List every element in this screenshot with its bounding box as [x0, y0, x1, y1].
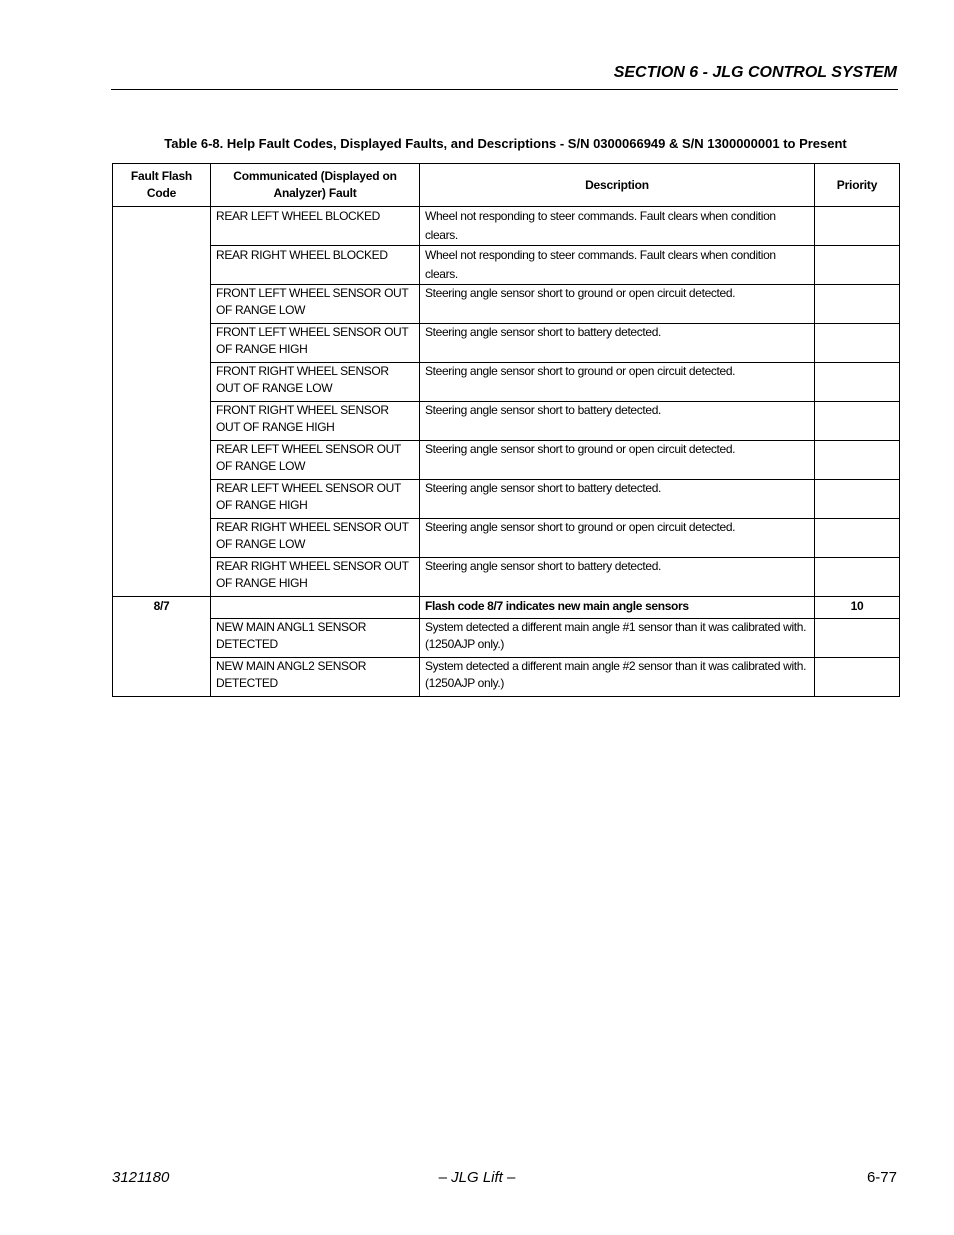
- table-row: [113, 324, 900, 363]
- fault-cell: NEW MAIN ANGL1 SENSOR DETECTED: [211, 619, 420, 658]
- priority-cell: [815, 246, 900, 285]
- column-header-description: Description: [420, 164, 815, 207]
- description-cell: System detected a different main angle #1 sensor than it was calibrated with. (1250AJP only.): [420, 619, 815, 658]
- priority-cell: [815, 619, 900, 658]
- footer-publisher: – JLG Lift –: [438, 1169, 516, 1186]
- priority-cell: [815, 558, 900, 597]
- fault-cell: REAR RIGHT WHEEL SENSOR OUT OF RANGE LOW: [211, 519, 420, 558]
- fault-cell: REAR RIGHT WHEEL SENSOR OUT OF RANGE HIGH: [211, 558, 420, 597]
- page-number: 6-77: [866, 1169, 897, 1186]
- fault-cell: FRONT RIGHT WHEEL SENSOR OUT OF RANGE HIGH: [211, 402, 420, 441]
- table-row: [113, 246, 900, 285]
- priority-cell: [815, 480, 900, 519]
- fault-cell: REAR LEFT WHEEL BLOCKED: [211, 207, 420, 246]
- table-row: [113, 207, 900, 246]
- description-cell: Steering angle sensor short to battery detected.: [420, 558, 815, 597]
- table-row: [113, 480, 900, 519]
- fault-cell: FRONT RIGHT WHEEL SENSOR OUT OF RANGE LOW: [211, 363, 420, 402]
- table-row: [113, 658, 900, 697]
- priority-cell: [815, 402, 900, 441]
- description-cell: System detected a different main angle #2 sensor than it was calibrated with. (1250AJP only.): [420, 658, 815, 697]
- fault-cell: REAR LEFT WHEEL SENSOR OUT OF RANGE LOW: [211, 441, 420, 480]
- table-caption: Table 6-8. Help Fault Codes, Displayed Faults, and Descriptions - S/N 0300066949 & S/N 1300000001 to Present: [164, 136, 847, 151]
- fault-cell: NEW MAIN ANGL2 SENSOR DETECTED: [211, 658, 420, 697]
- fault-codes-table: [112, 163, 900, 697]
- description-cell: Wheel not responding to steer commands. Fault clears when condition clears.: [420, 207, 815, 246]
- table-row: [113, 363, 900, 402]
- column-header-fault: Communicated (Displayed on Analyzer) Fault: [211, 164, 420, 207]
- flash-code-cell-empty: [113, 207, 211, 597]
- description-cell: Steering angle sensor short to battery detected.: [420, 324, 815, 363]
- table-row: [113, 285, 900, 324]
- fault-cell: REAR RIGHT WHEEL BLOCKED: [211, 246, 420, 285]
- priority-cell: [815, 207, 900, 246]
- description-cell: Steering angle sensor short to ground or open circuit detected.: [420, 519, 815, 558]
- table-row: [113, 519, 900, 558]
- table-header-row: [113, 164, 900, 207]
- priority-cell: [815, 658, 900, 697]
- description-cell: Wheel not responding to steer commands. Fault clears when condition clears.: [420, 246, 815, 285]
- fault-cell: FRONT LEFT WHEEL SENSOR OUT OF RANGE LOW: [211, 285, 420, 324]
- priority-cell: [815, 324, 900, 363]
- column-header-flash-code: Fault Flash Code: [113, 164, 211, 207]
- description-cell: Steering angle sensor short to ground or open circuit detected.: [420, 441, 815, 480]
- section-title: SECTION 6 - JLG CONTROL SYSTEM: [613, 64, 897, 81]
- priority-cell: [815, 285, 900, 324]
- description-cell: Steering angle sensor short to ground or open circuit detected.: [420, 285, 815, 324]
- table-row: [113, 441, 900, 480]
- priority-cell: 10: [815, 597, 900, 619]
- flash-code-group-row: [113, 597, 900, 619]
- table-row: [113, 558, 900, 597]
- description-cell: Steering angle sensor short to battery detected.: [420, 402, 815, 441]
- fault-cell: REAR LEFT WHEEL SENSOR OUT OF RANGE HIGH: [211, 480, 420, 519]
- fault-cell: FRONT LEFT WHEEL SENSOR OUT OF RANGE HIGH: [211, 324, 420, 363]
- priority-cell: [815, 519, 900, 558]
- priority-cell: [815, 441, 900, 480]
- description-cell: Steering angle sensor short to ground or open circuit detected.: [420, 363, 815, 402]
- priority-cell: [815, 363, 900, 402]
- flash-code-cell: 8/7: [113, 597, 211, 697]
- header-rule: [111, 89, 898, 90]
- fault-cell: [211, 597, 420, 619]
- column-header-priority: Priority: [815, 164, 900, 207]
- document-number: 3121180: [112, 1169, 170, 1186]
- group-description-cell: Flash code 8/7 indicates new main angle sensors: [420, 597, 815, 619]
- table-row: [113, 402, 900, 441]
- table-row: [113, 619, 900, 658]
- description-cell: Steering angle sensor short to battery detected.: [420, 480, 815, 519]
